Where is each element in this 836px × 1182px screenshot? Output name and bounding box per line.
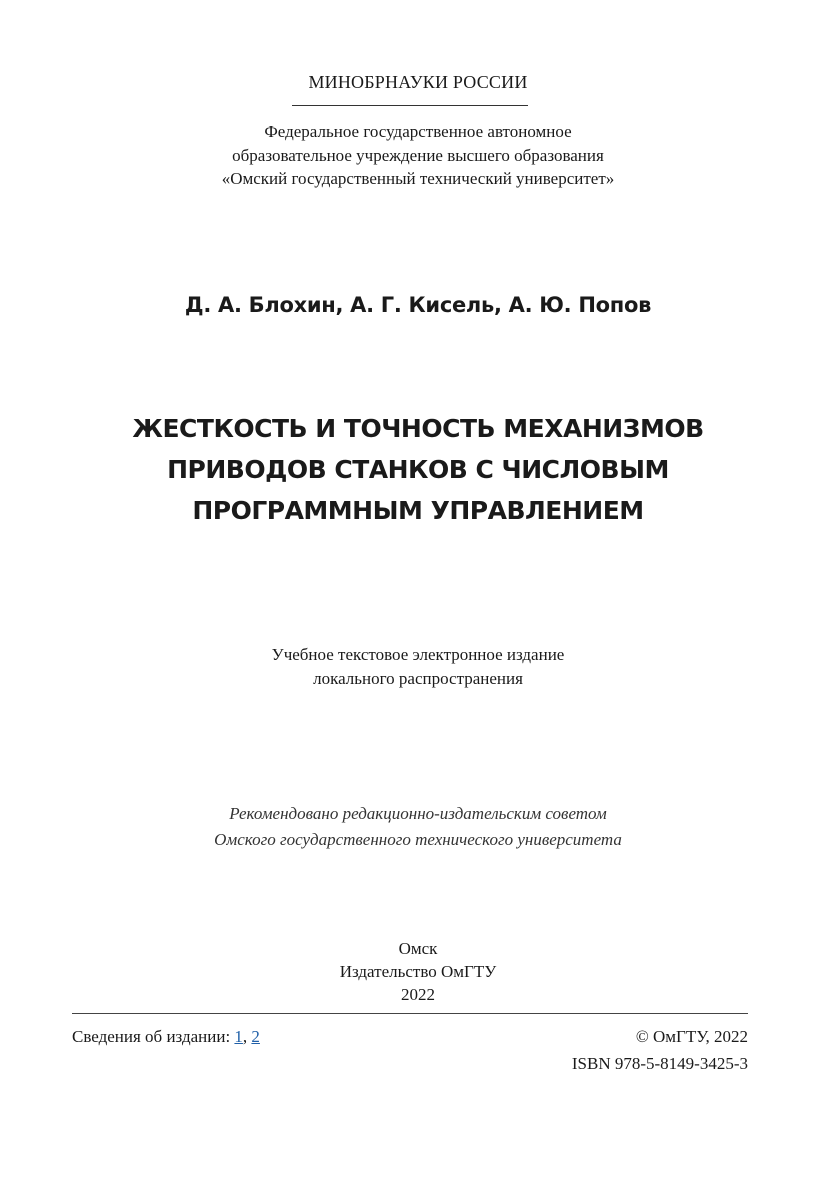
authors: Д. А. Блохин, А. Г. Кисель, А. Ю. Попов bbox=[184, 293, 652, 317]
recommendation-note bbox=[0, 801, 836, 853]
book-title bbox=[0, 408, 836, 531]
footer-divider bbox=[72, 1013, 748, 1014]
edition-type bbox=[0, 643, 836, 691]
edition-info bbox=[72, 1027, 260, 1047]
edition-line: локального распространения bbox=[313, 669, 523, 688]
imprint-year: 2022 bbox=[401, 985, 435, 1004]
edition-info-label: Сведения об издании: bbox=[72, 1027, 231, 1046]
institution-line: Федеральное государственное автономное bbox=[264, 122, 572, 141]
isbn: ISBN 978-5-8149-3425-3 bbox=[571, 1054, 748, 1073]
institution-line: «Омский государственный технический университет» bbox=[221, 169, 615, 188]
title-line: ЖЕСТКОСТЬ И ТОЧНОСТЬ МЕХАНИЗМОВ bbox=[132, 414, 704, 443]
institution-name bbox=[0, 120, 836, 191]
edition-info-link-1[interactable]: 1 bbox=[234, 1027, 243, 1046]
title-line: ПРОГРАММНЫМ УПРАВЛЕНИЕМ bbox=[192, 496, 644, 525]
ministry-name: МИНОБРНАУКИ РОССИИ bbox=[308, 72, 528, 92]
link-separator: , bbox=[242, 1027, 248, 1046]
recommendation-line: Рекомендовано редакционно-издательским советом bbox=[229, 804, 607, 823]
institution-line: образовательное учреждение высшего образования bbox=[232, 145, 604, 165]
edition-info-link-2[interactable]: 2 bbox=[251, 1027, 260, 1046]
recommendation-line: Омского государственного технического университета bbox=[214, 830, 622, 849]
imprint-city: Омск bbox=[398, 939, 438, 958]
copyright: © ОмГТУ, 2022 bbox=[635, 1027, 748, 1046]
imprint bbox=[0, 937, 836, 1006]
ministry-divider bbox=[292, 105, 528, 106]
imprint-publisher: Издательство ОмГТУ bbox=[339, 962, 497, 981]
title-line: ПРИВОДОВ СТАНКОВ С ЧИСЛОВЫМ bbox=[167, 455, 669, 484]
edition-line: Учебное текстовое электронное издание bbox=[271, 645, 565, 664]
